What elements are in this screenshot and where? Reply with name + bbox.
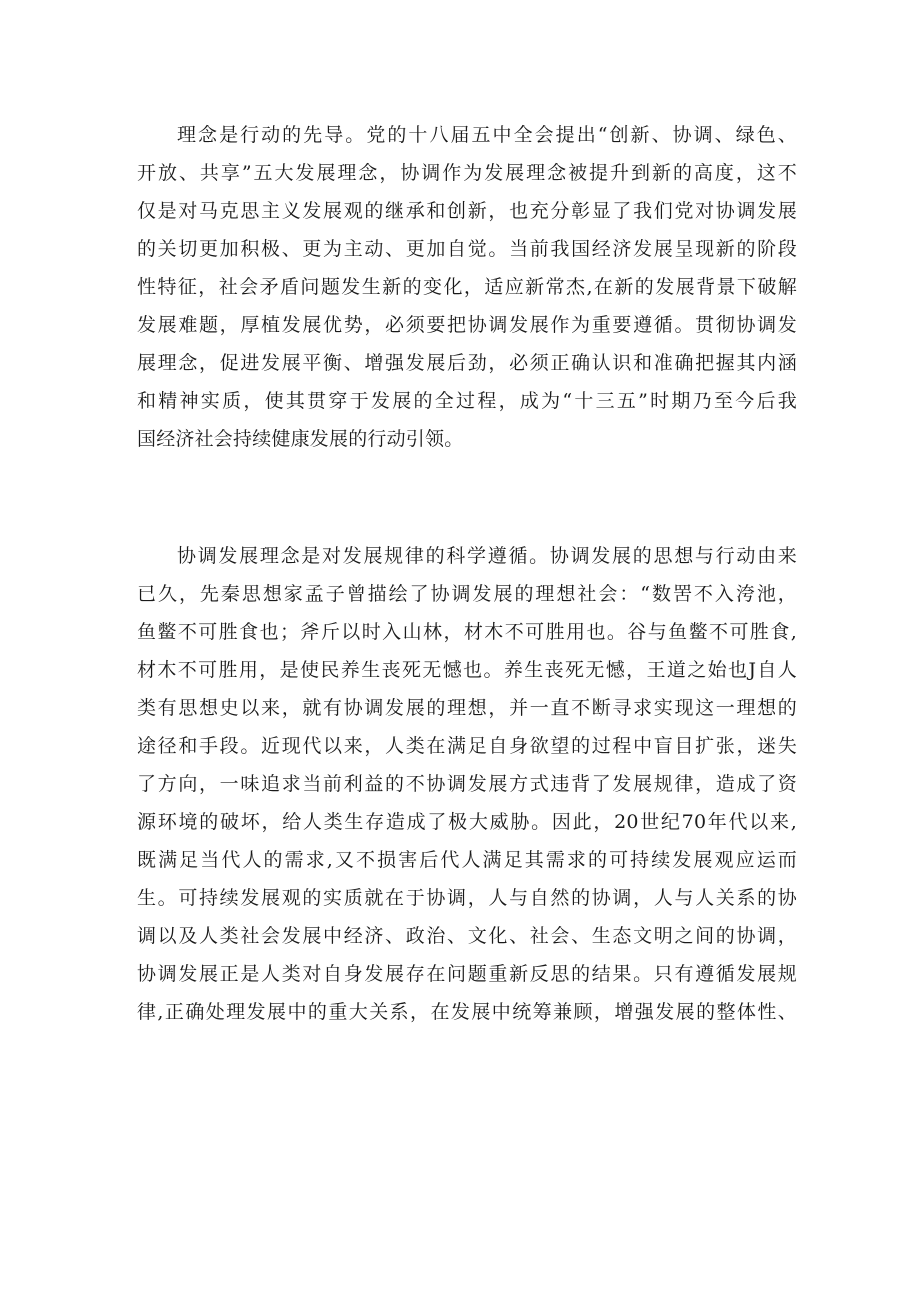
- paragraph-line: 开放、共享”五大发展理念，协调作为发展理念被提升到新的高度，这不: [137, 162, 797, 184]
- paragraph-line: 调以及人类社会发展中经济、政治、文化、社会、生态文明之间的协调，: [137, 925, 797, 947]
- paragraph-line: 发展难题，厚植发展优势，必须要把协调发展作为重要遵循。贯彻协调发: [137, 314, 797, 336]
- paragraph-line: 既满足当代人的需求,又不损害后代人满足其需求的可持续发展观应运而: [137, 849, 797, 871]
- paragraph-line: 途径和手段。近现代以来，人类在满足自身欲望的过程中盲目扩张，迷失: [137, 735, 797, 757]
- paragraph-line: 展理念，促进发展平衡、增强发展后劲，必须正确认识和准确把握其内涵: [137, 352, 797, 374]
- paragraph-1: [137, 116, 797, 458]
- paragraph-line: 已久，先秦思想家孟子曾描绘了协调发展的理想社会：“数罟不入洿池，: [137, 583, 797, 605]
- paragraph-line: 律,正确处理发展中的重大关系，在发展中统筹兼顾，增强发展的整体性、: [137, 1001, 797, 1023]
- paragraph-line: 源环境的破坏，给人类生存造成了极大威胁。因此，20世纪70年代以来,: [137, 811, 797, 833]
- paragraph-line: 鱼鳖不可胜食也；斧斤以时入山林，材木不可胜用也。谷与鱼鳖不可胜食,: [137, 621, 797, 643]
- paragraph-line: 和精神实质，使其贯穿于发展的全过程，成为“十三五”时期乃至今后我: [137, 390, 797, 412]
- paragraph-line: 了方向，一味追求当前利益的不协调发展方式违背了发展规律，造成了资: [137, 773, 797, 795]
- paragraph-2: [137, 537, 797, 1031]
- paragraph-line: 材木不可胜用，是使民养生丧死无憾也。养生丧死无憾，王道之始也J自人: [137, 659, 797, 681]
- paragraph-line: 性特征，社会矛盾问题发生新的变化，适应新常杰,在新的发展背景下破解: [137, 276, 797, 298]
- paragraph-line: 的关切更加积极、更为主动、更加自觉。当前我国经济发展呈现新的阶段: [137, 238, 797, 260]
- paragraph-line: 协调发展正是人类对自身发展存在问题重新反思的结果。只有遵循发展规: [137, 963, 797, 985]
- paragraph-line: 国经济社会持续健康发展的行动引领。: [137, 428, 464, 450]
- paragraph-line: 理念是行动的先导。党的十八届五中全会提出“创新、协调、绿色、: [177, 124, 797, 146]
- paragraph-line: 生。可持续发展观的实质就在于协调，人与自然的协调，人与人关系的协: [137, 887, 797, 909]
- paragraph-line: 仅是对马克思主义发展观的继承和创新，也充分彰显了我们党对协调发展: [137, 200, 797, 222]
- paragraph-line: 类有思想史以来，就有协调发展的理想，并一直不断寻求实现这一理想的: [137, 697, 797, 719]
- paragraph-line: 协调发展理念是对发展规律的科学遵循。协调发展的思想与行动由来: [177, 545, 797, 567]
